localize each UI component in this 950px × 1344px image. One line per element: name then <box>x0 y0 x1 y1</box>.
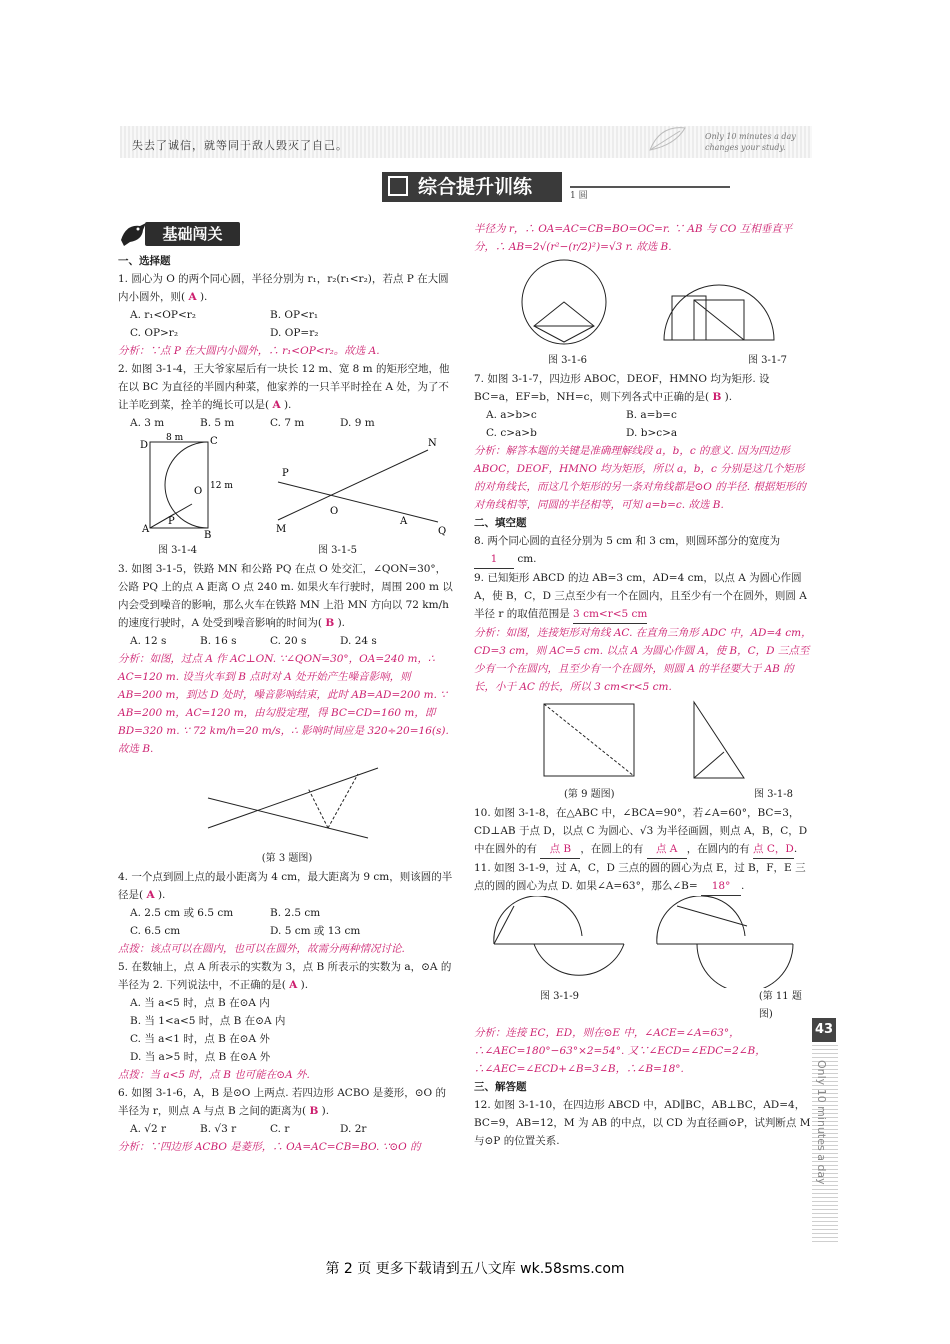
figure-captions-6-7: 图 3-1-6 图 3-1-7 <box>548 355 788 366</box>
figure-captions-11: 图 3-1-9 (第 11 题图) <box>540 991 802 1020</box>
svg-text:P: P <box>282 468 289 479</box>
section-heading-2: 二、填空题 <box>474 517 527 529</box>
section-heading: 一、选择题 <box>118 255 171 267</box>
question-12: 12. 如图 3-1-10，在四边形 ABCD 中，AD∥BC，AB⊥BC，AD=4，BC=9，AB=12，M 为 AB 的中点，以 CD 为直径画⊙P，试判断点 M 与⊙P 的位置关系. <box>474 1099 811 1147</box>
analysis-6: 分析：∵四边形 ACBO 是菱形，∴ OA=AC=CB=BO. ∵⊙O 的 <box>118 1141 421 1153</box>
question-11: 11. 如图 3-1-9，过 A，C，D 三点的圆的圆心为点 E，过 B，F，E 三点的圆的圆心为点 D. 如果∠A=63°，那么∠B= 18° . <box>474 859 812 896</box>
figure-question-3 <box>118 758 456 844</box>
options-1: A. r₁<OP<r₂ B. OP<r₁ C. OP>r₂ D. OP=r₂ <box>130 309 319 339</box>
svg-text:O: O <box>194 486 203 497</box>
analysis-3: 分析：如图，过点 A 作 AC⊥ON. ∵∠QON=30°，OA=240 m，∴ AC=120 m. 设当火车到 B 点时对 A 处开始产生噪音影响，则 AB=200 m，到达 D 处时，噪音影响结束，此时 AB=AD=200 m. ∵ AB=200 m，AC=120 m，由勾股定理，得 BC=CD=160 m，即 BD=320 m. ∵ 72 km/h=20 m/s，∴ 影响时间应是 320÷20=16(s). 故选 B. <box>118 653 449 755</box>
figures-4-5 <box>118 432 456 542</box>
analysis-1: 分析：∵点 P 在大圆内小圆外，∴ r₁<OP<r₂。故选 A. <box>118 345 380 357</box>
header-slogan: Only 10 minutes a day changes your study. <box>705 132 796 152</box>
svg-text:P: P <box>168 516 175 527</box>
question-10: 10. 如图 3-1-8，在△ABC 中，∠BCA=90°，若∠A=60°，BC=3，CD⊥AB 于点 D，以点 C 为圆心、√3 为半径画圆，则点 A，B，C，D 中在圆外的有 点 B ，在圆上的有 点 A ，在圆内的有 点 C，D. <box>474 804 812 859</box>
figure-3-1-4 <box>118 432 248 542</box>
options-2: A. 3 m B. 5 m C. 7 m D. 9 m <box>130 417 375 429</box>
figure-3-1-6 <box>474 256 634 352</box>
question-6: 6. 如图 3-1-6，A，B 是⊙O 上两点. 若四边形 ACBO 是菱形，⊙O 的半径为 r，则点 A 与点 B 之间的距离为( B ). <box>118 1087 446 1117</box>
figure-captions-9-8: (第 9 题图) 图 3-1-8 <box>564 789 794 800</box>
question-2: 2. 如图 3-1-4，王大爷家屋后有一块长 12 m、宽 8 m 的矩形空地，他在以 BC 为直径的半圆内种菜，他家养的一只羊平时拴在 A 处，为了不让羊吃到菜，拴羊的绳长可以是( A ). <box>118 363 450 411</box>
question-9: 9. 已知矩形 ABCD 的边 AB=3 cm，AD=4 cm，以点 A 为圆心作圆 A，使 B，C，D 三点至少有一个在圆内，且至少有一个在圆外，则圆 A 半径 r 的取值范围是 3 cm<r<5 cm <box>474 569 812 624</box>
figures-9-8 <box>474 696 812 786</box>
analysis-7: 分析：解答本题的关键是准确理解线段 a，b，c 的意义. 因为四边形 ABOC，DEOF，HMNO 均为矩形，所以 a，b，c 分别是这几个矩形的对角线长，而这几个矩形的另一条对角线都是⊙O 的半径. 根据矩形的对角线相等，同圆的半径相等，可知 a=b=c. 故选 B. <box>474 445 806 511</box>
svg-text:D: D <box>140 440 149 451</box>
figures-6-7 <box>474 256 812 352</box>
question-8: 8. 两个同心圆的直径分别为 5 cm 和 3 cm，则圆环部分的宽度为 1 cm. <box>474 532 812 569</box>
figure-question-9 <box>474 696 664 786</box>
footer: 第 2 页 更多下载请到五八文库 wk.58sms.com <box>325 1261 625 1277</box>
svg-text:12 m: 12 m <box>210 481 233 491</box>
figure-3-1-5 <box>268 432 448 542</box>
tip-4: 点拨：该点可以在圆内，也可以在圆外，故需分两种情况讨论. <box>118 943 405 955</box>
question-1: 1. 圆心为 O 的两个同心圆，半径分别为 r₁，r₂(r₁<r₂)，若点 P 在大圆内小圆外，则( A ). <box>118 273 449 303</box>
svg-text:A: A <box>400 516 408 527</box>
question-3: 3. 如图 3-1-5，铁路 MN 和公路 PQ 在点 O 处交汇，∠QON=30°，公路 PQ 上的点 A 距离 O 点 240 m. 如果火车行驶时，周围 200 m 以内会受到噪音的影响，那么火车在铁路 MN 上沿 MN 方向以 72 km/h 的速度行驶时，A 处受到噪音影响的时间为( B ). <box>118 563 453 629</box>
tip-5: 点拨：当 a<5 时，点 B 也可能在⊙A 外. <box>118 1069 310 1081</box>
figure-caption-q3: (第 3 题图) <box>261 853 313 864</box>
svg-text:C: C <box>210 436 218 447</box>
page-number: 43 <box>812 1018 836 1042</box>
figures-11 <box>474 896 812 988</box>
svg-text:A: A <box>142 524 150 535</box>
right-column <box>474 220 812 1150</box>
option-5b: B. 当 1<a<5 时，点 B 在⊙A 内 <box>130 1015 286 1027</box>
option-5c: C. 当 a<1 时，点 B 在⊙A 外 <box>130 1033 270 1045</box>
svg-text:M: M <box>276 524 287 535</box>
option-5a: A. 当 a<5 时，点 B 在⊙A 内 <box>130 997 270 1009</box>
question-7: 7. 如图 3-1-7，四边形 ABOC，DEOF，HMNO 均为矩形. 设 BC=a，EF=b，NH=c，则下列各式中正确的是( B ). <box>474 373 770 403</box>
svg-text:N: N <box>428 438 437 449</box>
spine-text: Only 10 minutes a day <box>815 1060 828 1185</box>
figure-question-11 <box>643 896 812 988</box>
section-heading-3: 三、解答题 <box>474 1081 527 1093</box>
options-4: A. 2.5 cm 或 6.5 cm B. 2.5 cm C. 6.5 cm D. 5 cm 或 13 cm <box>130 907 361 937</box>
leaf-icon <box>640 120 700 160</box>
analysis-9: 分析：如图，连接矩形对角线 AC. 在直角三角形 ADC 中，AD=4 cm，CD=3 cm，则 AC=5 cm. 以点 A 为圆心作圆 A，使 B，C，D 三点至少有一个在圆内，且至少有一个在圆外，则圆 A 的半径要大于 AB 的长，小于 AC 的长，所以 3 cm<r<5 cm. <box>474 627 812 693</box>
figure-3-1-9 <box>474 896 643 988</box>
question-5: 5. 在数轴上，点 A 所表示的实数为 3，点 B 所表示的实数为 a，⊙A 的半径为 2. 下列说法中，不正确的是( A ). <box>118 961 452 991</box>
svg-text:B: B <box>204 530 212 541</box>
svg-text:Q: Q <box>438 526 447 537</box>
svg-text:O: O <box>330 506 339 517</box>
page-banner: 综合提升训练 <box>382 172 562 202</box>
svg-text:8 m: 8 m <box>166 433 184 443</box>
section-title: 基础闯关 <box>145 222 240 246</box>
pencil-icon <box>388 176 408 196</box>
left-column <box>118 252 456 1156</box>
header-motto: 失去了诚信，就等同于敌人毁灭了自己。 <box>132 139 348 152</box>
options-7: A. a>b>c B. a=b=c C. c>a>b D. b>c>a <box>486 409 678 439</box>
analysis-11: 分析：连接 EC，ED，则在⊙E 中，∠ACE=∠A=63°，∴∠AEC=180°−63°×2=54°. 又∵∠ECD=∠EDC=2∠B，∴∠AEC=∠ECD+∠B=3∠B，∴∠B=18°. <box>474 1027 766 1075</box>
figure-captions-4-5: 图 3-1-4 图 3-1-5 <box>158 545 358 556</box>
figure-3-1-8 <box>664 696 784 786</box>
analysis-6-continued: 半径为 r，∴ OA=AC=CB=BO=OC=r. ∵ AB 与 CO 互相垂直平分，∴ AB=2√(r²−(r/2)²)=√3 r. 故选 B. <box>474 223 793 253</box>
figure-3-1-7 <box>634 256 804 352</box>
question-4: 4. 一个点到圆上点的最小距离为 4 cm，最大距离为 9 cm，则该圆的半径是( A ). <box>118 871 453 901</box>
option-5d: D. 当 a>5 时，点 B 在⊙A 外 <box>130 1051 271 1063</box>
options-6: A. √2 r B. √3 r C. r D. 2r <box>130 1123 367 1135</box>
bird-icon <box>118 218 148 248</box>
options-3: A. 12 s B. 16 s C. 20 s D. 24 s <box>130 635 377 647</box>
banner-subtitle: 1 圆 <box>570 186 730 202</box>
